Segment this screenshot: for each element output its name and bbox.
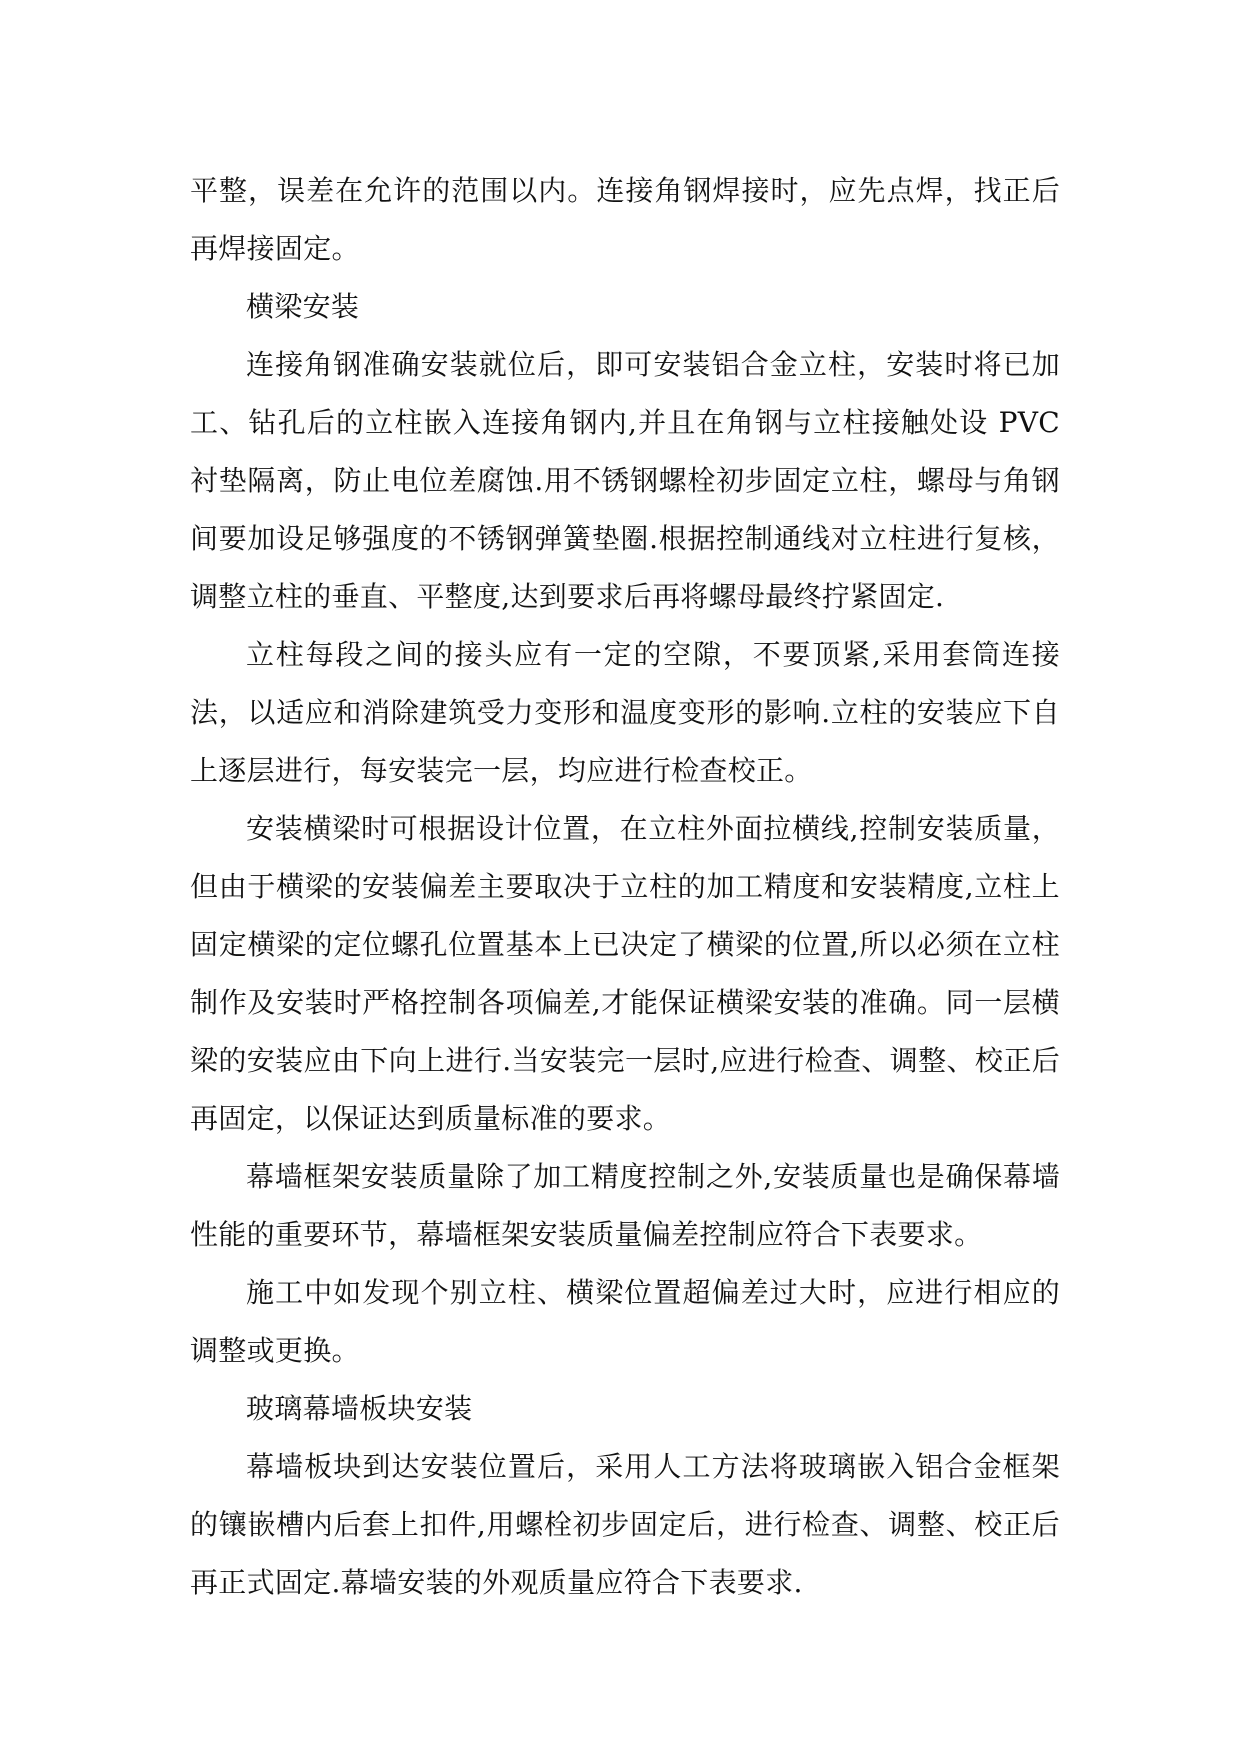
paragraph: 立柱每段之间的接头应有一定的空隙，不要顶紧,采用套筒连接法，以适应和消除建筑受力变形和温度变形的影响.立柱的安装应下自上逐层进行，每安装完一层，均应进行检查校正。 bbox=[190, 638, 1060, 787]
paragraph: 安装横梁时可根据设计位置，在立柱外面拉横线,控制安装质量，但由于横梁的安装偏差主要取决于立柱的加工精度和安装精度,立柱上固定横梁的定位螺孔位置基本上已决定了横梁的位置,所以必须在立柱制作及安装时严格控制各项偏差,才能保证横梁安装的准确。同一层横梁的安装应由下向上进行.当安装完一层时,应进行检查、调整、校正后再固定，以保证达到质量标准的要求。 bbox=[190, 812, 1060, 1135]
section-heading-crossbeam-installation: 横梁安装 bbox=[246, 290, 360, 323]
paragraph-continuation: 平整，误差在允许的范围以内。连接角钢焊接时，应先点焊，找正后再焊接固定。 bbox=[190, 174, 1060, 265]
paragraph: 施工中如发现个别立柱、横梁位置超偏差过大时，应进行相应的调整或更换。 bbox=[190, 1276, 1060, 1367]
paragraph: 幕墙板块到达安装位置后，采用人工方法将玻璃嵌入铝合金框架的镶嵌槽内后套上扣件,用螺栓初步固定后，进行检查、调整、校正后再正式固定.幕墙安装的外观质量应符合下表要求. bbox=[190, 1450, 1060, 1599]
paragraph: 连接角钢准确安装就位后，即可安装铝合金立柱，安装时将已加工、钻孔后的立柱嵌入连接角钢内,并且在角钢与立柱接触处设 PVC 衬垫隔离，防止电位差腐蚀.用不锈钢螺栓初步固定立柱，螺母与角钢间要加设足够强度的不锈钢弹簧垫圈.根据控制通线对立柱进行复核，调整立柱的垂直、平整度,达到要求后再将螺母最终拧紧固定. bbox=[190, 348, 1060, 613]
section-heading-glass-panel-installation: 玻璃幕墙板块安装 bbox=[246, 1392, 473, 1425]
paragraph: 幕墙框架安装质量除了加工精度控制之外,安装质量也是确保幕墙性能的重要环节，幕墙框架安装质量偏差控制应符合下表要求。 bbox=[190, 1160, 1060, 1251]
document-body bbox=[190, 162, 1060, 1612]
